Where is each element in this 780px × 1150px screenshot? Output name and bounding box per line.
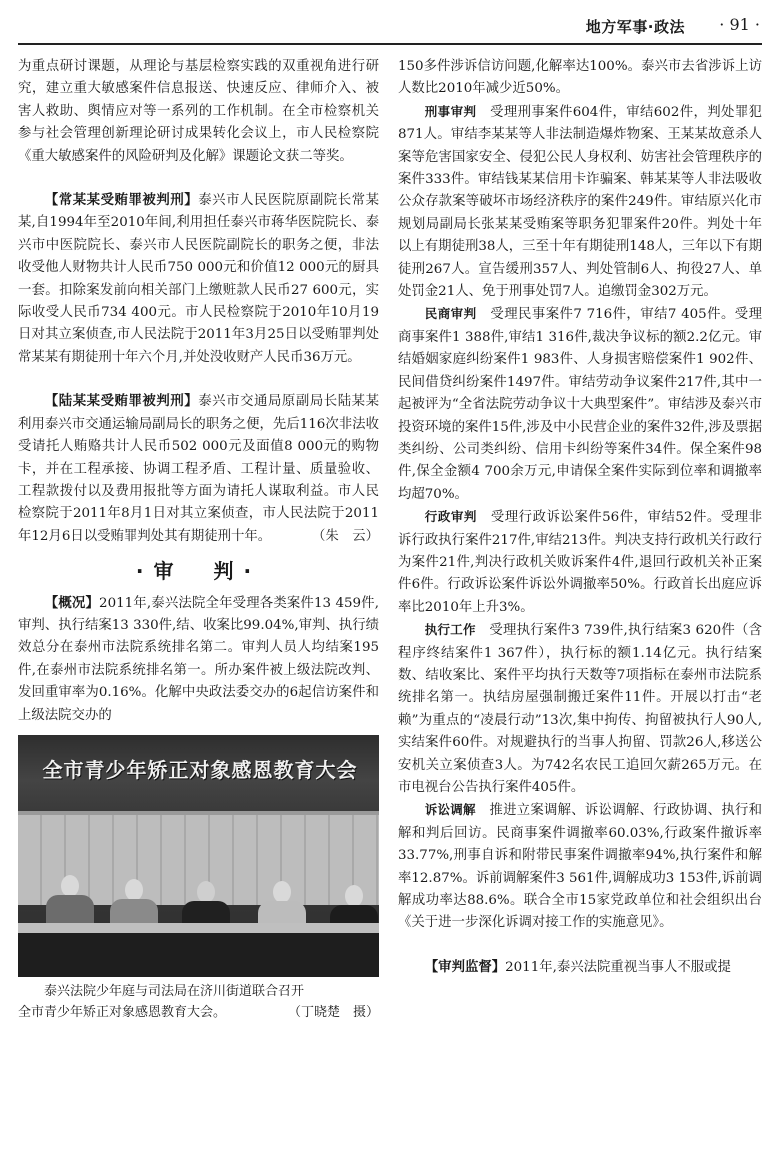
mediation-title: 诉讼调解 (424, 802, 476, 818)
photo-caption (18, 981, 379, 1023)
admin-trial-entry (398, 506, 762, 619)
spacer (18, 369, 379, 391)
header-rule (18, 43, 762, 45)
caption-line-2 (18, 1002, 379, 1023)
mediation-body: 推进立案调解、诉讼调解、行政协调、执行和解和判后回访。民商事案件调撤率60.03%,行政案件撤诉率33.77%,刑事自诉和附带民事案件调撤率94%,执行案件和解率12.87%。诉前调解案件3 561件,调解成功3 153件,诉前调解成功率达88.6%。联合全市15家党政单位和社会组织出台《关于进一步深化诉调对接工作的实施意见》。 (398, 803, 762, 931)
photo-table-front (18, 933, 379, 977)
news-photo (18, 735, 379, 977)
photo-banner-text: 全市青少年矫正对象感恩教育大会 (42, 757, 358, 782)
supervision-body: 2011年,泰兴法院重视当事人不服或提 (505, 959, 731, 975)
photo-banner (18, 735, 379, 815)
supervision-title: 【审判监督】 (424, 959, 506, 975)
case-body-lu: 泰兴市交通局原副局长陆某某利用泰兴市交通运输局副局长的职务之便，先后116次非法收受请托人贿赂共计人民币502 000元及面值8 000元的购物卡，并在工程承接、协调工程矛盾、工程计量、质量验收、工程款拨付以及费用报批等方面为请托人谋取利益。市人民检察院于2011年8月1日对其立案侦查，市人民法院于2011年12月6日以受贿罪判处其有期徒刑十年。 (18, 394, 380, 544)
page-header (0, 0, 780, 44)
photo-credit: （丁晓楚 摄） (287, 1004, 379, 1020)
civil-trial-entry (398, 303, 762, 506)
case-body-chang: 泰兴市人民医院原副院长常某某,自1994年至2010年间,利用担任泰兴市蒋华医院院长、泰兴市中医院院长、泰兴市人民医院副院长的职务之便，非法收受他人财物共计人民币750 000元和价值12 000元的厨具一套。扣除案发前向相关部门上缴赃款人民币27 600元，实际收受人民币734 400元。市人民检察院于2010年10月19日对其立案侦查,市人民法院于2011年3月25日以受贿罪判处常某某有期徒刑十年六个月,并处没收财产人民币36万元。 (18, 193, 380, 365)
admin-trial-body: 受理行政诉讼案件56件，审结52件。受理非诉行政执行案件217件,审结213件。判决支持行政机关行政行为案件21件,判决行政机关败诉案件4件,退回行政机关补正案件6件。行政诉讼案件诉讼外调撤率50%。行政首长出庭应诉率比2010年上升3%。 (398, 510, 762, 615)
civil-trial-body: 受理民事案件7 716件，审结7 405件。受理商事案件1 388件,审结1 316件,裁决争议标的额2.2亿元。审结婚姻家庭纠纷案件1 983件、人身损害赔偿案件1 902件、民间借贷纠纷案件1497件。审结劳动争议案件217件,其中一起被评为“全省法院劳动争议十大典型案件”。审结涉及泰兴市投资环境的案件15件,涉及中小民营企业的案件32件,涉及票据类纠纷、公司类纠纷、信用卡纠纷等案件34件。保全案件98件,保全金额4 700余万元,申请保全案件实际到位率和调撤率均超70%。 (398, 307, 762, 502)
page-number: · 91 · (719, 15, 760, 34)
criminal-trial-body: 受理刑事案件604件，审结602件，判处罪犯871人。审结李某某等人非法制造爆炸物案、王某某故意杀人案等危害国家安全、侵犯公民人身权利、妨害社会管理秩序的案件333件。审结钱某某信用卡诈骗案、韩某某等人非法吸收公众存款案等破坏市场经济秩序的案件249件。审结原兴化市规划局副局长张某某受贿案等职务犯罪案件20件。判处十年以上有期徒刑38人，三至十年有期徒刑148人，三年以下有期徒刑267人。宣告缓刑357人、判处管制6人、拘役27人、单处罚金21人、免于刑事处罚7人。追缴罚金302万元。 (398, 104, 762, 300)
caption-line-2-text: 全市青少年矫正对象感恩教育大会。 (18, 1004, 227, 1020)
spacer (398, 935, 762, 957)
header-title: 地方军事·政法 (585, 18, 685, 36)
right-column (398, 56, 762, 979)
execution-title: 执行工作 (424, 622, 476, 638)
criminal-trial-title: 刑事审判 (424, 103, 477, 119)
overview-title: 【概况】 (44, 595, 100, 611)
admin-trial-title: 行政审判 (424, 509, 477, 525)
case-title-lu: 【陆某某受贿罪被判刑】 (44, 394, 199, 410)
left-column (18, 56, 379, 1023)
spacer (18, 168, 379, 190)
criminal-trial-entry (398, 101, 762, 304)
caption-line-1: 泰兴法院少年庭与司法局在济川街道联合召开 (44, 983, 305, 999)
section-title-trial: ·审 判· (135, 559, 262, 584)
overview-entry (18, 593, 379, 727)
photo-table-top (18, 923, 379, 933)
execution-entry (398, 619, 762, 799)
case-title-chang: 【常某某受贿罪被判刑】 (44, 193, 199, 209)
overview-body: 2011年,泰兴法院全年受理各类案件13 459件,审判、执行结案13 330件,结、收案比99.04%,审判、执行绩效总分在泰州市法院系统排名第二。审判人员人均结案195件,在泰州市法院系统排名第一。所办案件被上级法院改判、发回重审率为0.16%。化解中央政法委交办的6起信访案件和上级法院交办的 (18, 595, 380, 723)
paragraph-intro: 为重点研讨课题，从理论与基层检察实践的双重视角进行研究，建立重大敏感案件信息报送、快速反应、律师介入、被害人救助、舆情应对等一系列的工作机制。在全市检察机关参与社会管理创新理论研讨成果转化会议上，市人民检察院《重大敏感案件的风险研判及化解》课题论文获二等奖。 (18, 59, 379, 164)
civil-trial-title: 民商审判 (424, 306, 477, 322)
mediation-entry (398, 799, 762, 934)
supervision-entry (398, 957, 762, 979)
case-entry-chang (18, 190, 379, 369)
case-entry-lu (18, 391, 379, 548)
paragraph-continued: 150多件涉诉信访问题,化解率达100%。泰兴市去省涉诉上访人数比2010年减少近50%。 (398, 59, 762, 97)
case-author-credit: （朱 云） (312, 528, 379, 544)
execution-body: 受理执行案件3 739件,执行结案3 620件（含程序终结案件1 367件），执行标的额1.14亿元。执行结案数、结收案比、案件平均执行天数等7项指标在泰州市法院系统排名第一。执结房屋强制搬迁案件11件。开展以打击“老赖”为重点的“凌晨行动”13次,集中拘传、拘留被执行人90人,实结案件60件。对规避执行的当事人拘留、罚款26人,移送公安机关立案侦查3人。为742名农民工追回欠薪265万元。在市电视台公告执行案件405件。 (398, 623, 762, 795)
